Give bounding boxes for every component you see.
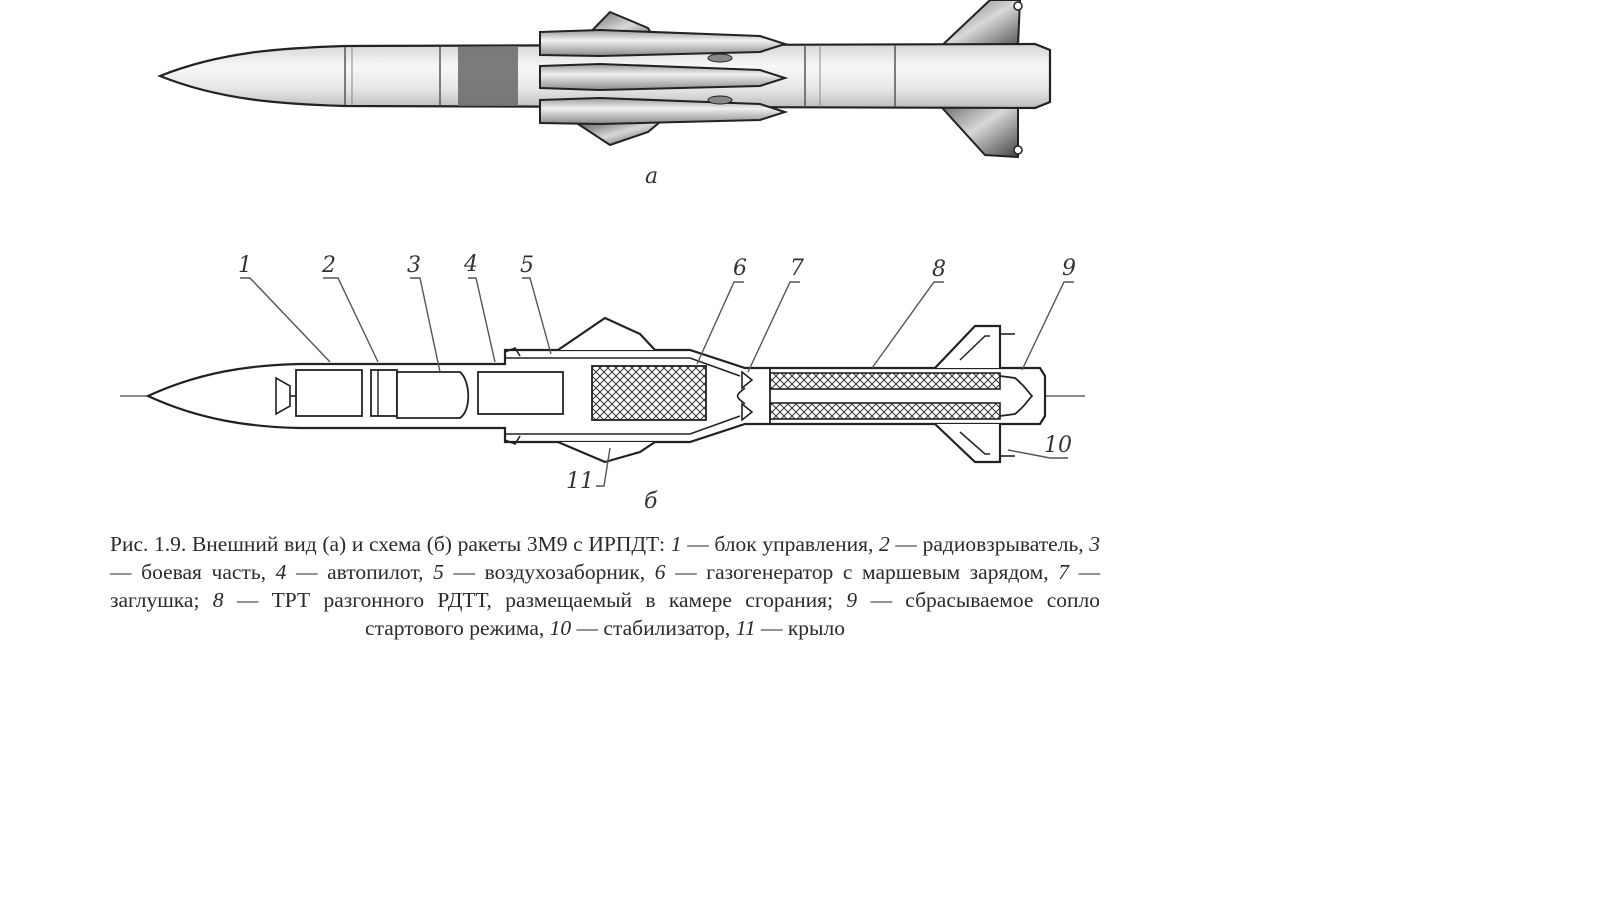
intake-pod-top: [540, 30, 785, 56]
caption-item-text: боевая часть,: [141, 560, 267, 584]
caption-item-text: газогенератор с маршевым зарядом,: [706, 560, 1049, 584]
caption-item: 10 — стабилизатор,: [549, 616, 731, 640]
caption-item-text: воздухозаборник,: [484, 560, 646, 584]
schematic-wing-bottom: [558, 442, 655, 462]
booster-grain-bottom: [770, 403, 1000, 419]
schematic-fin-top: [935, 326, 1000, 368]
caption-item: 1 — блок управления,: [670, 532, 874, 556]
caption-item: 7 — заглушка;: [110, 560, 1101, 612]
caption-item-num: 6: [654, 560, 666, 584]
schematic-fin-bottom: [935, 424, 1000, 462]
caption-item-num: 5: [433, 560, 444, 584]
caption-item: 11 — крыло: [735, 616, 845, 640]
missile-external-view: [160, 0, 1050, 189]
booster-grain-top: [770, 373, 1000, 389]
caption-item-text: блок управления,: [714, 532, 874, 556]
caption-item-text: заглушка;: [110, 588, 200, 612]
caption-item-text: ТРТ разгонного РДТТ, размещаемый в камере сгорания;: [271, 588, 834, 612]
caption-item: 6 — газогенератор с маршевым зарядом,: [654, 560, 1049, 584]
caption-item: 3 — боевая часть,: [110, 532, 1101, 584]
caption-head: Рис. 1.9. Внешний вид (а) и схема (б) ракеты 3М9 с ИРПДТ:: [110, 532, 666, 556]
caption-item-num: 3: [1089, 532, 1101, 556]
body-band: [458, 47, 518, 106]
caption-item: 9 — сбрасываемое сопло стартового режима,: [365, 588, 1101, 640]
autopilot: [478, 372, 563, 414]
caption-item-num: 11: [735, 616, 756, 640]
callout-2: 2: [322, 253, 336, 278]
caption-item-num: 4: [275, 560, 287, 584]
callout-10: 10: [1044, 433, 1072, 458]
caption-item-text: крыло: [787, 616, 845, 640]
caption-item-num: 10: [549, 616, 572, 640]
callout-1: 1: [238, 253, 252, 278]
figure-caption: [110, 530, 1100, 642]
bottom-wing: [575, 122, 660, 145]
schematic-wing-top: [558, 318, 655, 350]
caption-item: 8 — ТРТ разгонного РДТТ, размещаемый в камере сгорания;: [212, 588, 834, 612]
caption-item: 4 — автопилот,: [275, 560, 424, 584]
radio-fuse: [371, 370, 397, 416]
caption-item-text: радиовзрыватель,: [922, 532, 1084, 556]
callout-3: 3: [407, 253, 421, 278]
caption-item-text: стабилизатор,: [603, 616, 731, 640]
caption-item-num: 9: [846, 588, 858, 612]
caption-item-num: 8: [212, 588, 224, 612]
callout-9: 9: [1062, 256, 1076, 281]
subfig-a-label: а: [645, 164, 659, 189]
caption-item-num: 1: [670, 532, 682, 556]
caption-item-text: сбрасываемое сопло стартового режима,: [365, 588, 1101, 640]
control-unit: [296, 370, 362, 416]
callout-5: 5: [520, 253, 534, 278]
subfig-b-label: б: [644, 489, 658, 514]
callout-11: 11: [566, 469, 594, 494]
caption-item-num: 2: [879, 532, 890, 556]
caption-item-text: автопилот,: [327, 560, 424, 584]
warhead: [397, 372, 468, 418]
callout-4: 4: [464, 252, 478, 277]
missile-schematic: [120, 278, 1085, 486]
caption-item-num: 7: [1058, 560, 1069, 584]
caption-item: 5 — воздухозаборник,: [433, 560, 646, 584]
callout-6: 6: [733, 256, 747, 281]
callout-8: 8: [932, 257, 946, 282]
caption-item: 2 — радиовзрыватель,: [879, 532, 1084, 556]
callout-7: 7: [790, 256, 804, 281]
gas-generator: [592, 366, 706, 420]
